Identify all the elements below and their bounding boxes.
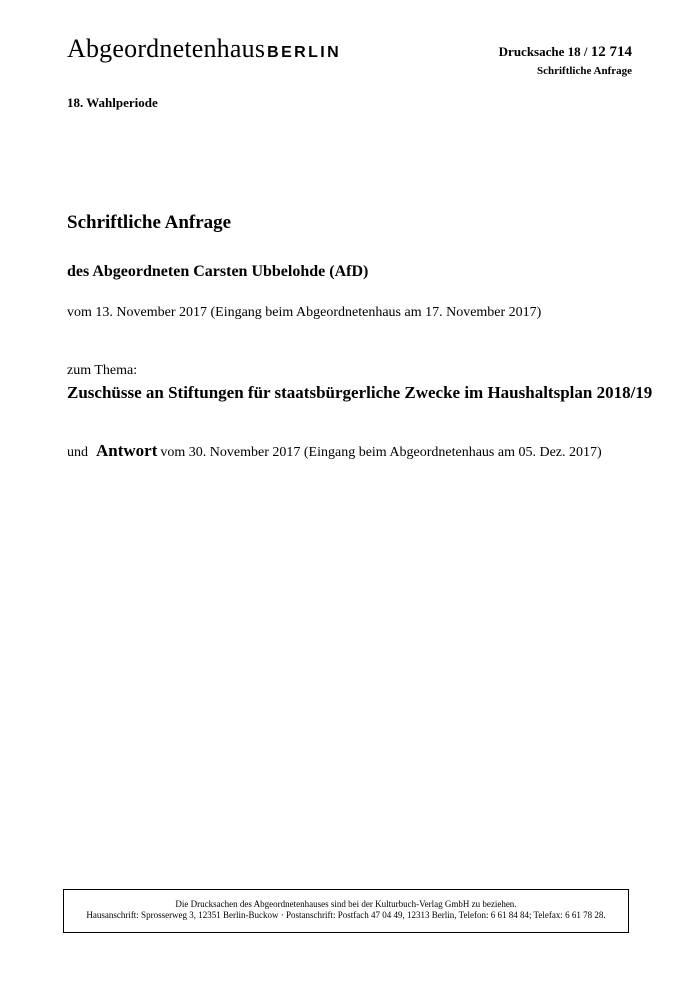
election-period: 18. Wahlperiode	[67, 95, 158, 110]
topic-label: zum Thema:	[67, 363, 138, 378]
parliament-logo	[67, 36, 341, 62]
document-type: Schriftliche Anfrage	[536, 65, 632, 77]
topic-heading: Zuschüsse an Stiftungen für staatsbürgerliche Zwecke im Haushaltsplan 2018/19	[67, 383, 653, 402]
logo-city: BERLIN	[267, 44, 342, 61]
answer-label: Antwort	[96, 441, 158, 460]
inquiry-date-line: vom 13. November 2017 (Eingang beim Abgeordnetenhaus am 17. November 2017)	[67, 305, 542, 320]
drucksache-number: 12 714	[590, 44, 632, 60]
answer-line	[67, 441, 602, 461]
drucksache-line	[499, 44, 632, 60]
answer-date: vom 30. November 2017 (Eingang beim Abgeordnetenhaus am 05. Dez. 2017)	[160, 445, 602, 460]
author-line: des Abgeordneten Carsten Ubbelohde (AfD)	[67, 263, 369, 280]
document-title: Schriftliche Anfrage	[67, 212, 232, 233]
footer-line-1: Die Drucksachen des Abgeordnetenhauses sind bei der Kulturbuch-Verlag GmbH zu beziehen.	[175, 899, 517, 909]
document-reference	[499, 44, 632, 79]
footer-box	[63, 889, 629, 933]
logo-word: Abgeordnetenhaus	[67, 34, 266, 63]
footer-line-2: Hausanschrift: Sprosserweg 3, 12351 Berlin-Buckow · Postanschrift: Postfach 47 04 49, 12313 Berlin, Telefon: 6 61 84 84; Telefax: 6 61 78 28.	[86, 910, 606, 920]
drucksache-prefix: Drucksache 18 /	[498, 44, 588, 59]
answer-prefix: und	[67, 445, 88, 460]
